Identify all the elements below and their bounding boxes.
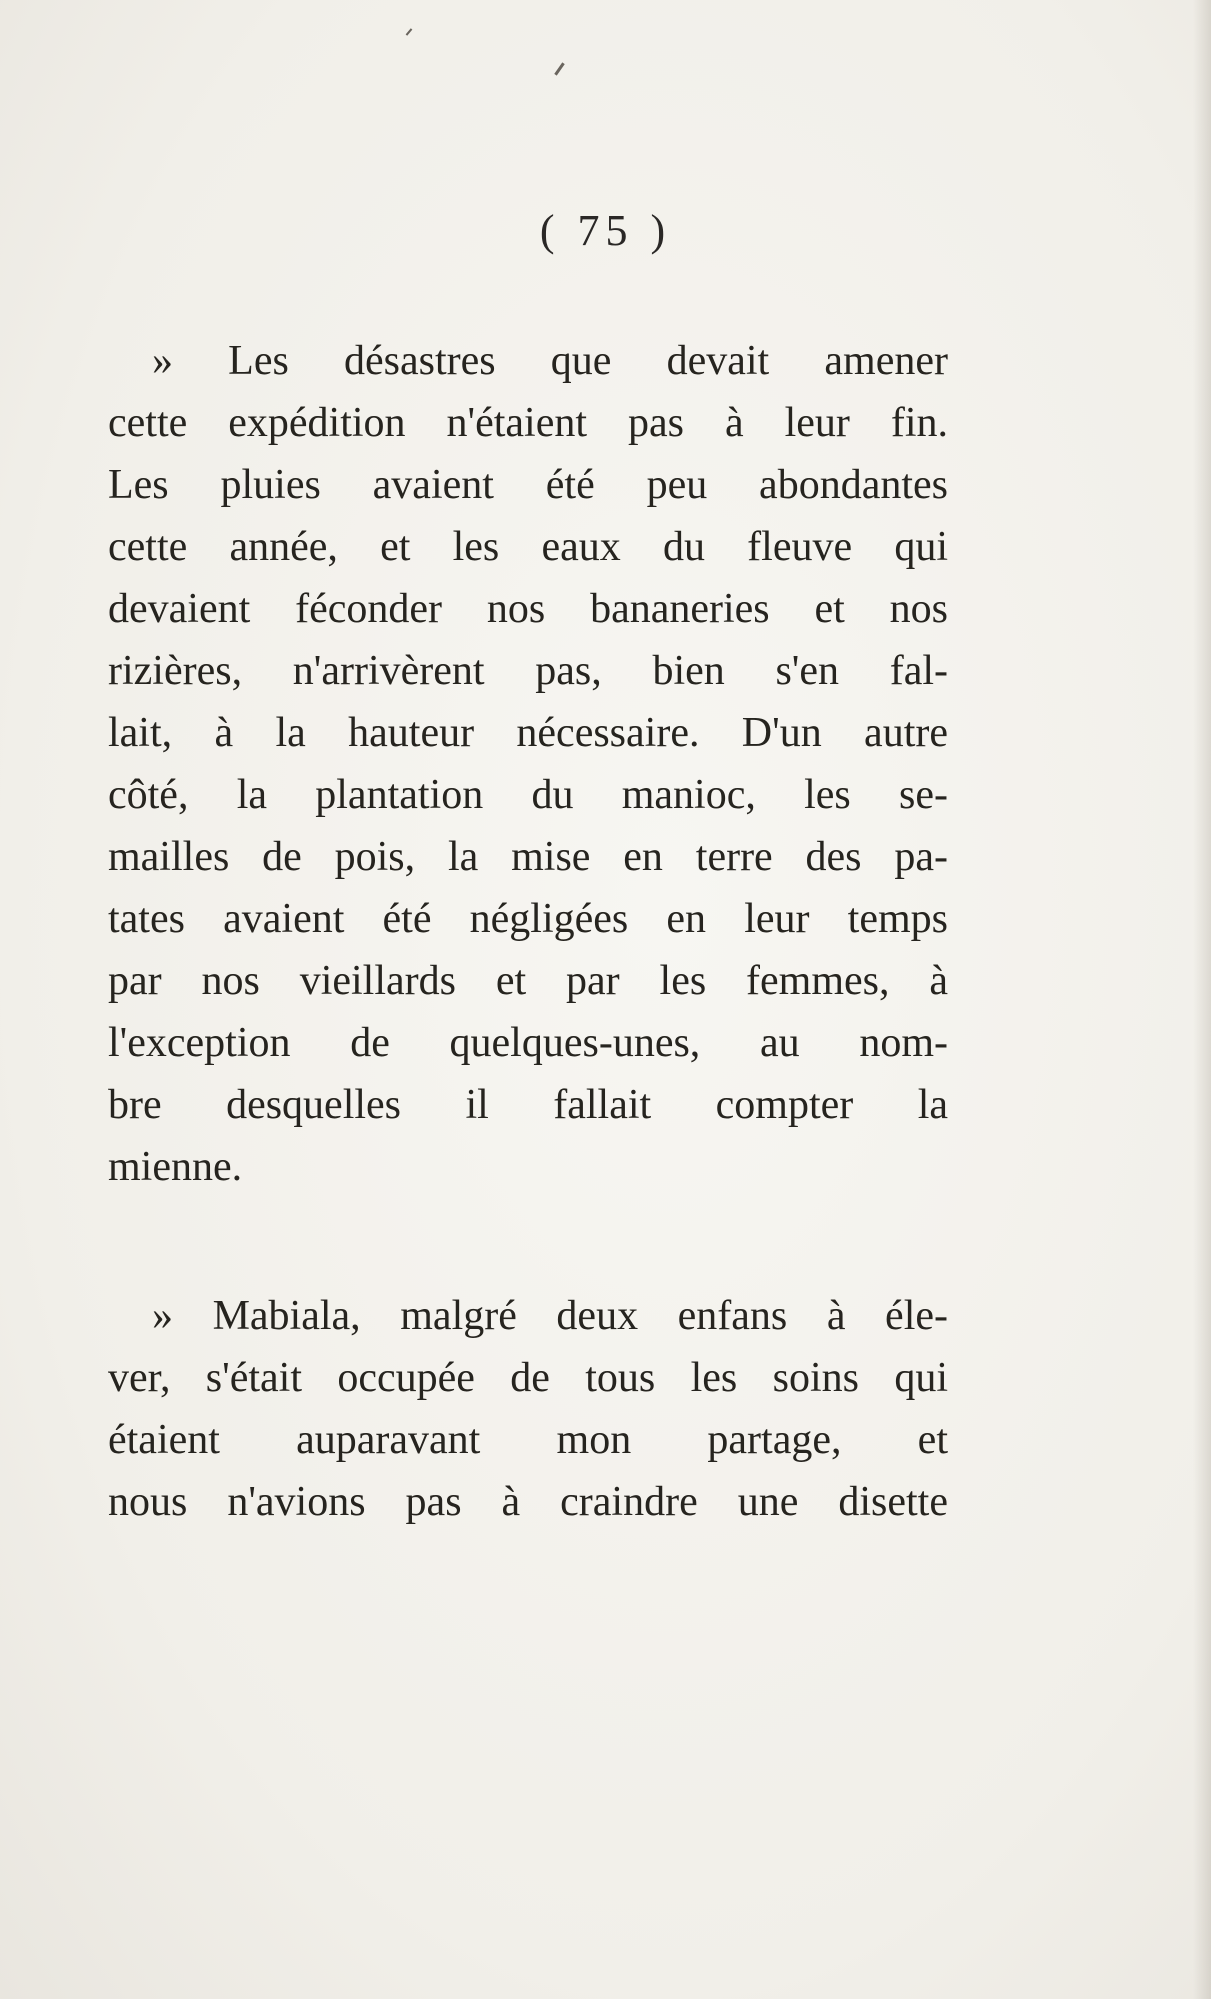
- text-line: l'exception de quelques-unes, au nom-: [108, 1020, 948, 1066]
- text-line: par nos vieillards et par les femmes, à: [108, 958, 948, 1004]
- text-line: lait, à la hauteur nécessaire. D'un autre: [108, 710, 948, 756]
- page-number: ( 75 ): [539, 206, 672, 255]
- text-line: » Les désastres que devait amener: [152, 338, 948, 384]
- text-line: Les pluies avaient été peu abondantes: [108, 462, 948, 508]
- ink-speck: [406, 28, 413, 35]
- text-line: devaient féconder nos bananeries et nos: [108, 586, 948, 632]
- text-line: mienne.: [108, 1144, 243, 1190]
- text-line: cette expédition n'étaient pas à leur fin.: [108, 400, 948, 446]
- page-edge-shadow: [1193, 0, 1211, 1999]
- text-line: côté, la plantation du manioc, les se-: [108, 772, 948, 818]
- ink-speck: [554, 62, 564, 75]
- paragraph-1: [108, 330, 948, 1198]
- text-line: cette année, et les eaux du fleuve qui: [108, 524, 948, 570]
- text-line: étaient auparavant mon partage, et: [108, 1417, 948, 1463]
- text-line: mailles de pois, la mise en terre des pa-: [108, 834, 948, 880]
- text-line: rizières, n'arrivèrent pas, bien s'en fal-: [108, 648, 948, 694]
- text-line: bre desquelles il fallait compter la: [108, 1082, 948, 1128]
- text-line: » Mabiala, malgré deux enfans à éle-: [152, 1293, 948, 1339]
- text-line: ver, s'était occupée de tous les soins qui: [108, 1355, 948, 1401]
- paragraph-2: [108, 1285, 948, 1533]
- text-line: tates avaient été négligées en leur temps: [108, 896, 948, 942]
- text-line: nous n'avions pas à craindre une disette: [108, 1479, 948, 1525]
